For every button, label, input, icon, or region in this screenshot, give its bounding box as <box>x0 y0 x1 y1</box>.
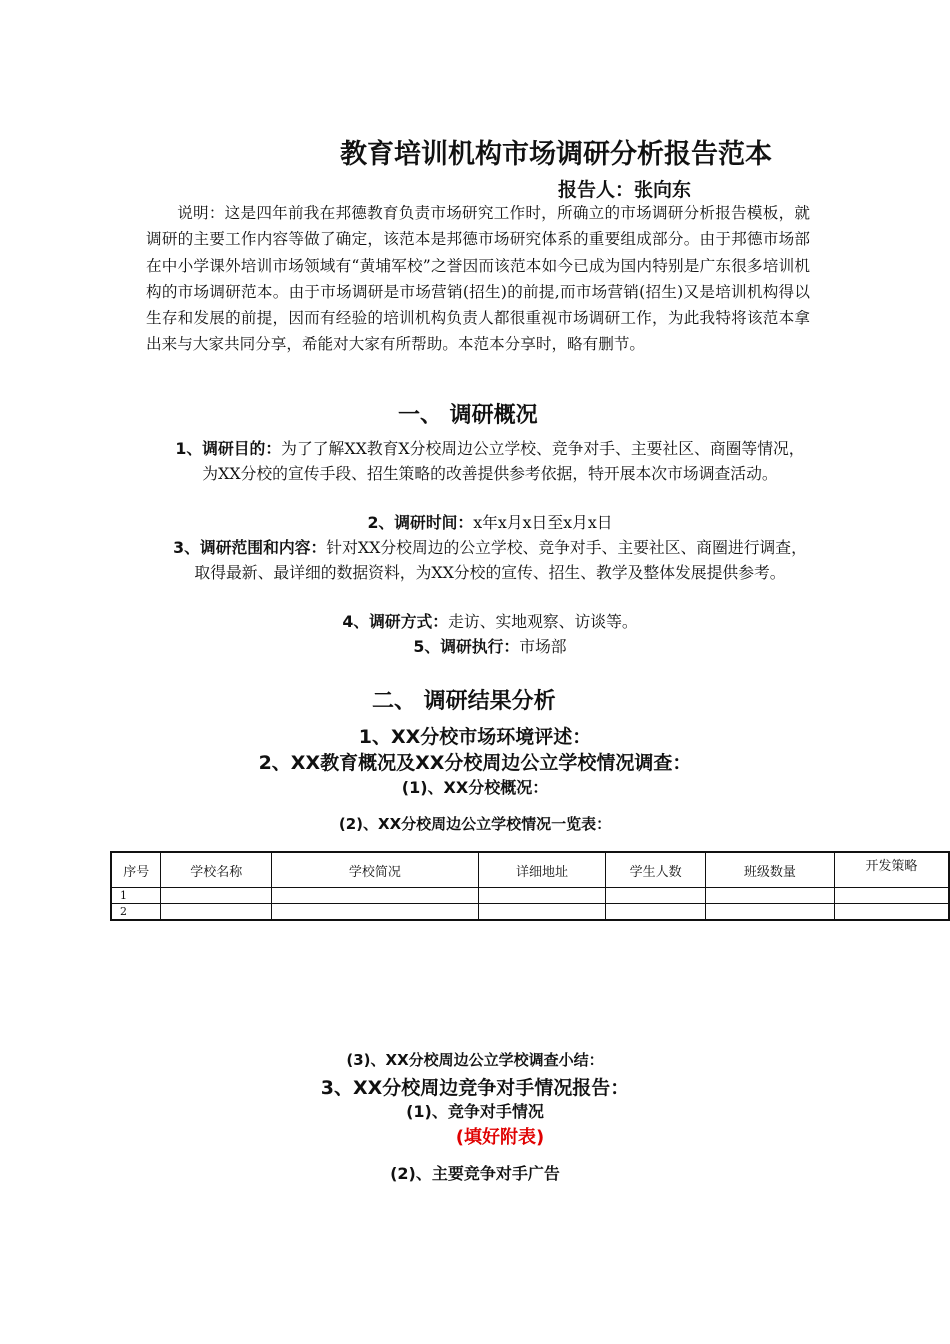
table-cell <box>478 888 606 904</box>
table-header-cell: 开发策略 <box>834 852 949 888</box>
table-header-cell: 序号 <box>111 852 161 888</box>
intro-paragraph: 说明：这是四年前我在邦德教育负责市场研究工作时，所确立的市场调研分析报告模板，就调研的主要工作内容等做了确定，该范本是邦德市场研究体系的重要组成部分。由于邦德市场部在中小学课外培训市场领域有“黄埔军校”之誉因而该范本如今已成为国内特别是广东很多培训机构的市场调研范本。由于市场调研是市场营销(招生)的前提,而市场营销(招生)又是培训机构得以生存和发展的前提，因而有经验的培训机构负责人都很重视市场调研工作，为此我特将该范本拿出来与大家共同分享，希能对大家有所帮助。本范本分享时，略有删节。 <box>146 204 810 354</box>
item-text: 为了了解XX教育X分校周边公立学校、竞争对手、主要社区、商圈等情况，为XX分校的宣传手段、招生策略的改善提供参考依据，特开展本次市场调查活动。 <box>202 439 805 483</box>
table-cell <box>161 888 272 904</box>
section-heading-1: 一、 调研概况 <box>398 403 538 428</box>
item-label: 2、调研时间： <box>367 513 474 532</box>
table-cell <box>706 888 835 904</box>
section-heading-2: 二、 调研结果分析 <box>372 689 556 714</box>
subheading-branch-overview: (1)、XX分校概况： <box>401 778 549 797</box>
table-cell <box>706 904 835 921</box>
table-header-cell: 班级数量 <box>706 852 835 888</box>
item-label: 5、调研执行： <box>413 637 520 656</box>
table-cell <box>478 904 606 921</box>
subheading-school-table: (2)、XX分校周边公立学校情况一览表： <box>338 815 612 833</box>
table-cell <box>161 904 272 921</box>
table-header-row <box>111 852 949 888</box>
table-cell <box>834 888 949 904</box>
item-purpose <box>168 436 812 486</box>
table-header-cell: 详细地址 <box>478 852 606 888</box>
table-header-cell: 学校简况 <box>272 852 478 888</box>
subheading-school-survey: 2、XX教育概况及XX分校周边公立学校情况调查： <box>258 752 692 774</box>
document-title: 教育培训机构市场调研分析报告范本 <box>340 139 772 170</box>
table-row <box>111 888 949 904</box>
table-cell: 2 <box>111 904 161 921</box>
table-cell <box>606 888 706 904</box>
item-text: 市场部 <box>519 637 567 656</box>
table-cell: 1 <box>111 888 161 904</box>
subheading-competitor-status: (1)、竞争对手情况 <box>406 1102 544 1121</box>
subheading-school-summary: (3)、XX分校周边公立学校调查小结： <box>346 1051 604 1069</box>
table-cell <box>272 904 478 921</box>
fill-appendix-note: (填好附表) <box>455 1127 545 1148</box>
item-text: x年x月x日至x月x日 <box>473 513 613 532</box>
table-cell <box>272 888 478 904</box>
item-scope <box>168 535 812 585</box>
item-label: 3、调研范围和内容： <box>173 538 327 557</box>
table-cell <box>834 904 949 921</box>
item-executor <box>168 634 812 659</box>
item-text: 走访、实地观察、访谈等。 <box>448 612 638 631</box>
table-header-cell: 学生人数 <box>606 852 706 888</box>
table-cell <box>606 904 706 921</box>
document-author: 报告人：张向东 <box>558 179 692 201</box>
item-label: 1、调研目的： <box>175 439 282 458</box>
table-row <box>111 904 949 921</box>
subheading-competitor-ads: (2)、主要竞争对手广告 <box>390 1164 560 1183</box>
subheading-market-environment: 1、XX分校市场环境评述： <box>358 726 592 748</box>
item-method <box>168 609 812 634</box>
subheading-competitor-report: 3、XX分校周边竞争对手情况报告： <box>320 1077 630 1099</box>
item-time <box>168 510 812 535</box>
item-label: 4、调研方式： <box>342 612 449 631</box>
table-header-cell: 学校名称 <box>161 852 272 888</box>
item-text: 针对XX分校周边的公立学校、竞争对手、主要社区、商圈进行调查，取得最新、最详细的数据资料，为XX分校的宣传、招生、教学及整体发展提供参考。 <box>194 538 807 582</box>
school-survey-table <box>110 851 950 921</box>
